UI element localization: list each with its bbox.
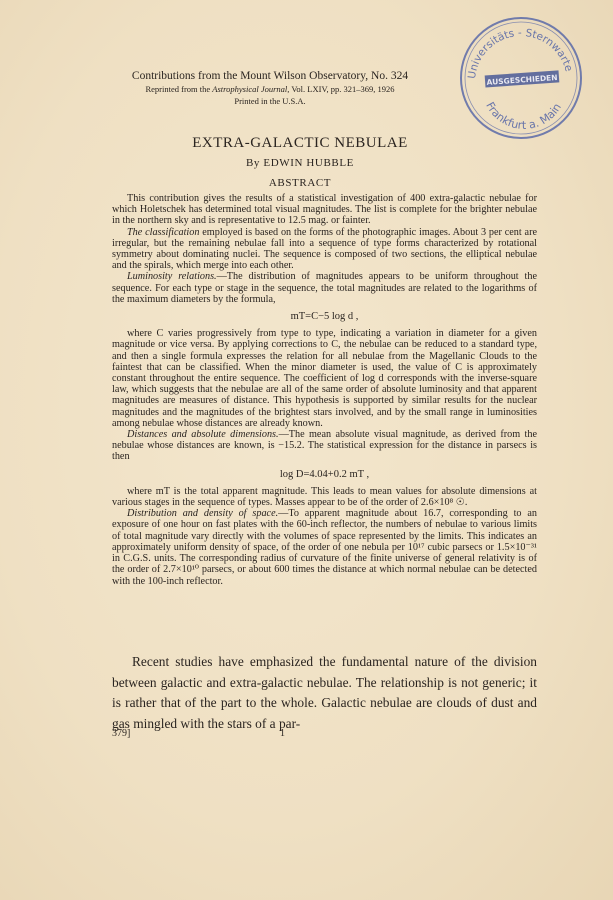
page-reference: 379] [112, 728, 131, 739]
article-author: By EDWIN HUBBLE [246, 157, 354, 169]
reprint-prefix: Reprinted from the [145, 84, 213, 94]
abstract-p3-text: —The distribution of magnitudes appears to be uniform throughout the sequence. For each type or stage in the sequence, the total magnitudes are related to the logarithms of the maximum diameters by the formula, [112, 271, 537, 305]
abstract-heading: ABSTRACT [268, 177, 332, 189]
abstract-p2-lead: The classification [127, 226, 200, 238]
abstract-paragraph-1: This contribution gives the results of a statistical investigation of 400 extra-galactic nebulae for which Holetschek has determined total visual magnitudes. The list is complete for the brighter nebulae in the northern sky and is representative to 12.5 mag. or fainter. [112, 193, 537, 227]
article-title: EXTRA-GALACTIC NEBULAE [192, 135, 408, 151]
abstract-p5-lead: Distances and absolute dimensions. [127, 429, 279, 441]
abstract-p2-text: employed is based on the forms of the photographic images. About 3 per cent are irregular, but the remaining nebulae fall into a sequence of type forms characterized by rotational symmetry about dominating nuclei. The sequence is composed of two sections, the elliptical nebulae and the spirals, which merge into each other. [112, 226, 537, 272]
stamp-bottom-text: Frankfurt a. Main [483, 99, 564, 132]
journal-name: Astrophysical Journal [212, 84, 288, 94]
svg-text:Frankfurt a. Main [483, 100, 564, 132]
page-number: 1 [280, 728, 285, 739]
body-paragraph-1: Recent studies have emphasized the fundamental nature of the division between galactic and extra-galactic nebulae. The relationship is not generic; it is rather that of the part to the whole. Galactic nebulae are clouds of dust and gas mingled with the stars of a par- [112, 654, 537, 731]
abstract-p3-lead: Luminosity relations. [127, 271, 217, 283]
abstract-paragraph-3 [112, 271, 537, 305]
abstract-p7-text: —To apparent magnitude about 16.7, corresponding to an exposure of one hour on fast plates with the 60-inch reflector, the numbers of nebulae to various limits of total magnitude vary directly with the volumes of space represented by the limits. This indicates an approximately uniform density of space, of the order of one nebula per 10¹⁷ cubic parsecs or 1.5×10⁻³¹ in C.G.S. units. The corresponding radius of curvature of the finite universe of general relativity is of the order of 2.7×10¹⁰ parsecs, or about 600 times the distance at which normal nebulae can be detected with the 100-inch reflector. [112, 508, 537, 587]
abstract-p7-lead: Distribution and density of space. [127, 508, 279, 520]
stamp-middle-text: AUSGESCHIEDEN [486, 72, 558, 87]
contributions-line: Contributions from the Mount Wilson Observatory, No. 324 [131, 70, 409, 82]
reprint-line [60, 84, 480, 94]
abstract-paragraph-2 [112, 227, 537, 272]
abstract-paragraph-6: where mT is the total apparent magnitude. This leads to mean values for absolute dimensions at various stages in the sequence of types. Masses appear to be of the order of 2.6×10⁸ ☉. [112, 485, 537, 509]
formula-magnitude-diameter: mT=C−5 log d , [290, 311, 359, 323]
abstract-paragraph-4: where C varies progressively from type to type, indicating a variation in diameter for a given magnitude or vice versa. By applying corrections to C, the nebulae can be reduced to a standard type, and then a single formula expresses the relation for all nebulae from the Magellanic Clouds to the faintest that can be classified. When the minor diameter is used, the value of C is approximately constant throughout the entire sequence. The coefficient of log d corresponds with the inverse-square law, which suggests that the nebulae are all of the same order of absolute luminosity and that apparent magnitudes are measures of distance. This hypothesis is supported by similar results for the nuclear magnitudes and the magnitudes of the brightest stars involved, and by the small range in luminosities among nebulae whose distances are already known. [112, 328, 537, 429]
formula-distance: log D=4.04+0.2 mT , [279, 468, 370, 480]
article-body [112, 652, 537, 734]
abstract-body [112, 193, 537, 587]
library-stamp-icon [455, 12, 587, 144]
reprint-suffix: , Vol. LXIV, pp. 321–369, 1926 [287, 84, 395, 94]
abstract-paragraph-5 [112, 429, 537, 463]
abstract-p5-text: —The mean absolute visual magnitude, as derived from the nebulae whose distances are known, is −15.2. The statistical expression for the distance in parsecs is then [112, 429, 537, 463]
abstract-paragraph-7 [112, 508, 537, 586]
printed-line: Printed in the U.S.A. [234, 96, 306, 106]
stamp-top-text: Universitäts - Sternwarte [466, 26, 575, 80]
